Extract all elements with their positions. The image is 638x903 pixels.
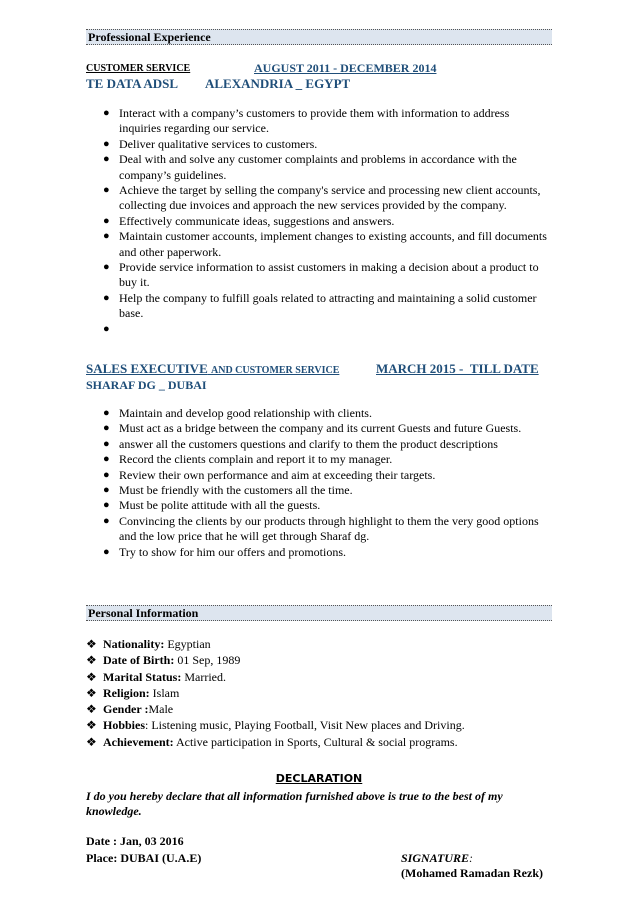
signature-name: (Mohamed Ramadan Rezk) bbox=[401, 866, 543, 880]
personal-info-item bbox=[86, 685, 552, 701]
job2-bullet-list bbox=[86, 406, 548, 560]
bullet-dot-icon: ● bbox=[103, 107, 110, 119]
job1-bullet-item bbox=[86, 183, 548, 214]
diamond-bullet-icon: ❖ bbox=[86, 669, 97, 684]
job2-bullet-text: Must be friendly with the customers all the time. bbox=[119, 483, 353, 498]
personal-section-header bbox=[86, 605, 552, 621]
job2-bullet-text: Record the clients complain and report it to my manager. bbox=[119, 452, 393, 467]
personal-info-list bbox=[86, 636, 552, 750]
job1-bullet-item bbox=[86, 106, 548, 137]
experience-section-header bbox=[86, 29, 552, 45]
personal-info-label: Date of Birth: bbox=[103, 653, 175, 668]
declaration-text: I do you hereby declare that all information furnished above is true to the best of my knowledge. bbox=[86, 789, 503, 818]
personal-info-item bbox=[86, 652, 552, 668]
personal-info-value: 01 Sep, 1989 bbox=[174, 653, 241, 668]
personal-info-item bbox=[86, 734, 552, 750]
bullet-dot-icon: ● bbox=[103, 322, 110, 335]
personal-info-label: Nationality: bbox=[103, 637, 165, 651]
declaration-title: DECLARATION bbox=[275, 772, 363, 785]
bullet-dot-icon: ● bbox=[103, 422, 110, 435]
bullet-dot-icon: ● bbox=[103, 514, 110, 527]
bullet-dot-icon: ● bbox=[103, 407, 110, 419]
bullet-dot-icon: ● bbox=[103, 453, 110, 466]
diamond-bullet-icon: ❖ bbox=[86, 734, 97, 749]
job1-bullet-text: Deliver qualitative services to customers. bbox=[119, 136, 318, 151]
job2-bullet-text: Try to show for him our offers and promotions. bbox=[119, 544, 346, 559]
bullet-dot-icon: ● bbox=[103, 468, 110, 481]
bullet-dot-icon: ● bbox=[103, 437, 110, 450]
job2-bullet-item bbox=[86, 498, 548, 513]
job2-bullet-text: Must act as a bridge between the company and its current Guests and future Guests. bbox=[119, 421, 522, 436]
job1-bullet-text: Achieve the target by selling the company's service and processing new client accounts, collecting due invoices and approach the new services provided by the company. bbox=[119, 183, 541, 213]
personal-info-label: Gender : bbox=[103, 702, 149, 717]
job1-bullet-text: Interact with a company’s customers to provide them with information to address inquiries regarding our service. bbox=[119, 106, 510, 136]
personal-info-value: Married. bbox=[181, 669, 226, 684]
personal-heading: Personal Information bbox=[88, 606, 199, 620]
personal-info-item bbox=[86, 636, 552, 652]
job1-dates: AUGUST 2011 - DECEMBER 2014 bbox=[254, 61, 437, 75]
job1-bullet-text: Maintain customer accounts, implement changes to existing accounts, and fill documents and other paperwork. bbox=[119, 229, 547, 259]
bullet-dot-icon: ● bbox=[103, 484, 110, 497]
job2-bullet-item bbox=[86, 452, 548, 467]
job2-bullet-text: answer all the customers questions and clarify to them the product descriptions bbox=[119, 436, 498, 451]
bullet-dot-icon: ● bbox=[103, 545, 110, 558]
job1-bullet-item bbox=[86, 229, 548, 260]
experience-heading: Professional Experience bbox=[88, 30, 211, 44]
job1-bullet-text bbox=[119, 322, 122, 336]
job1-location: ALEXANDRIA _ EGYPT bbox=[205, 76, 351, 91]
personal-info-value: : Listening music, Playing Football, Visit New places and Driving. bbox=[145, 718, 465, 733]
job1-bullet-text: Help the company to fulfill goals related to attracting and maintaining a solid customer base. bbox=[119, 290, 537, 321]
personal-info-label: Marital Status: bbox=[103, 669, 182, 684]
bullet-dot-icon: ● bbox=[103, 230, 110, 243]
diamond-bullet-icon: ❖ bbox=[86, 702, 97, 717]
bullet-dot-icon: ● bbox=[103, 499, 110, 512]
job1-bullet-text: Deal with and solve any customer complaints and problems in accordance with the company’s guidelines. bbox=[119, 152, 517, 182]
personal-info-value: Egyptian bbox=[164, 637, 211, 651]
job2-bullet-item bbox=[86, 483, 548, 498]
bullet-dot-icon: ● bbox=[103, 153, 110, 166]
personal-info-item bbox=[86, 701, 552, 717]
job1-bullet-item bbox=[86, 291, 548, 322]
bullet-dot-icon: ● bbox=[103, 184, 110, 197]
job2-bullet-item bbox=[86, 468, 548, 483]
footer-date: Date : Jan, 03 2016 bbox=[86, 834, 184, 848]
bullet-dot-icon: ● bbox=[103, 261, 110, 274]
signature-label: SIGNATURE: bbox=[401, 851, 474, 865]
job2-bullet-text: Maintain and develop good relationship with clients. bbox=[119, 406, 372, 420]
diamond-bullet-icon: ❖ bbox=[86, 685, 97, 700]
bullet-dot-icon: ● bbox=[103, 214, 110, 227]
job2-dates: MARCH 2015 -_TILL DATE bbox=[376, 361, 539, 376]
personal-info-label: Religion: bbox=[103, 685, 150, 700]
diamond-bullet-icon: ❖ bbox=[86, 718, 97, 733]
job2-bullet-item bbox=[86, 406, 548, 421]
diamond-bullet-icon: ❖ bbox=[86, 637, 97, 651]
job2-company: SHARAF DG _ DUBAI bbox=[86, 378, 207, 392]
job1-bullet-item bbox=[86, 214, 548, 229]
personal-info-value: Male bbox=[148, 702, 174, 717]
job1-bullet-list bbox=[86, 106, 548, 337]
job1-bullet-text: Effectively communicate ideas, suggestions and answers. bbox=[119, 213, 395, 228]
job2-bullet-text: Convincing the clients by our products through highlight to them the very good options and the low price that he will get through Sharaf dg. bbox=[119, 513, 539, 544]
personal-info-label: Hobbies bbox=[103, 718, 146, 733]
job1-bullet-item bbox=[86, 260, 548, 291]
personal-info-item bbox=[86, 669, 552, 685]
personal-info-value: Active participation in Sports, Cultural & social programs. bbox=[173, 734, 458, 749]
job1-title: CUSTOMER SERVICE bbox=[86, 63, 191, 74]
job1-bullet-text: Provide service information to assist customers in making a decision about a product to buy it. bbox=[119, 260, 539, 290]
job1-bullet-item bbox=[86, 152, 548, 183]
job2-bullet-item bbox=[86, 421, 548, 436]
job2-bullet-text: Review their own performance and aim at exceeding their targets. bbox=[119, 467, 436, 482]
personal-info-item bbox=[86, 717, 552, 733]
job2-bullet-item bbox=[86, 437, 548, 452]
diamond-bullet-icon: ❖ bbox=[86, 653, 97, 668]
bullet-dot-icon: ● bbox=[103, 291, 110, 304]
footer-place: Place: DUBAI (U.A.E) bbox=[86, 851, 202, 865]
job2-bullet-item bbox=[86, 514, 548, 545]
job1-company: TE DATA ADSL bbox=[86, 76, 178, 91]
personal-info-label: Achievement: bbox=[103, 734, 174, 749]
job2-title: SALES EXECUTIVE AND CUSTOMER SERVICE bbox=[86, 361, 340, 376]
job1-bullet-item bbox=[86, 322, 548, 337]
job2-bullet-item bbox=[86, 545, 548, 560]
personal-info-value: Islam bbox=[149, 685, 180, 700]
job1-bullet-item bbox=[86, 137, 548, 152]
bullet-dot-icon: ● bbox=[103, 137, 110, 150]
job2-bullet-text: Must be polite attitude with all the guests. bbox=[119, 498, 321, 513]
